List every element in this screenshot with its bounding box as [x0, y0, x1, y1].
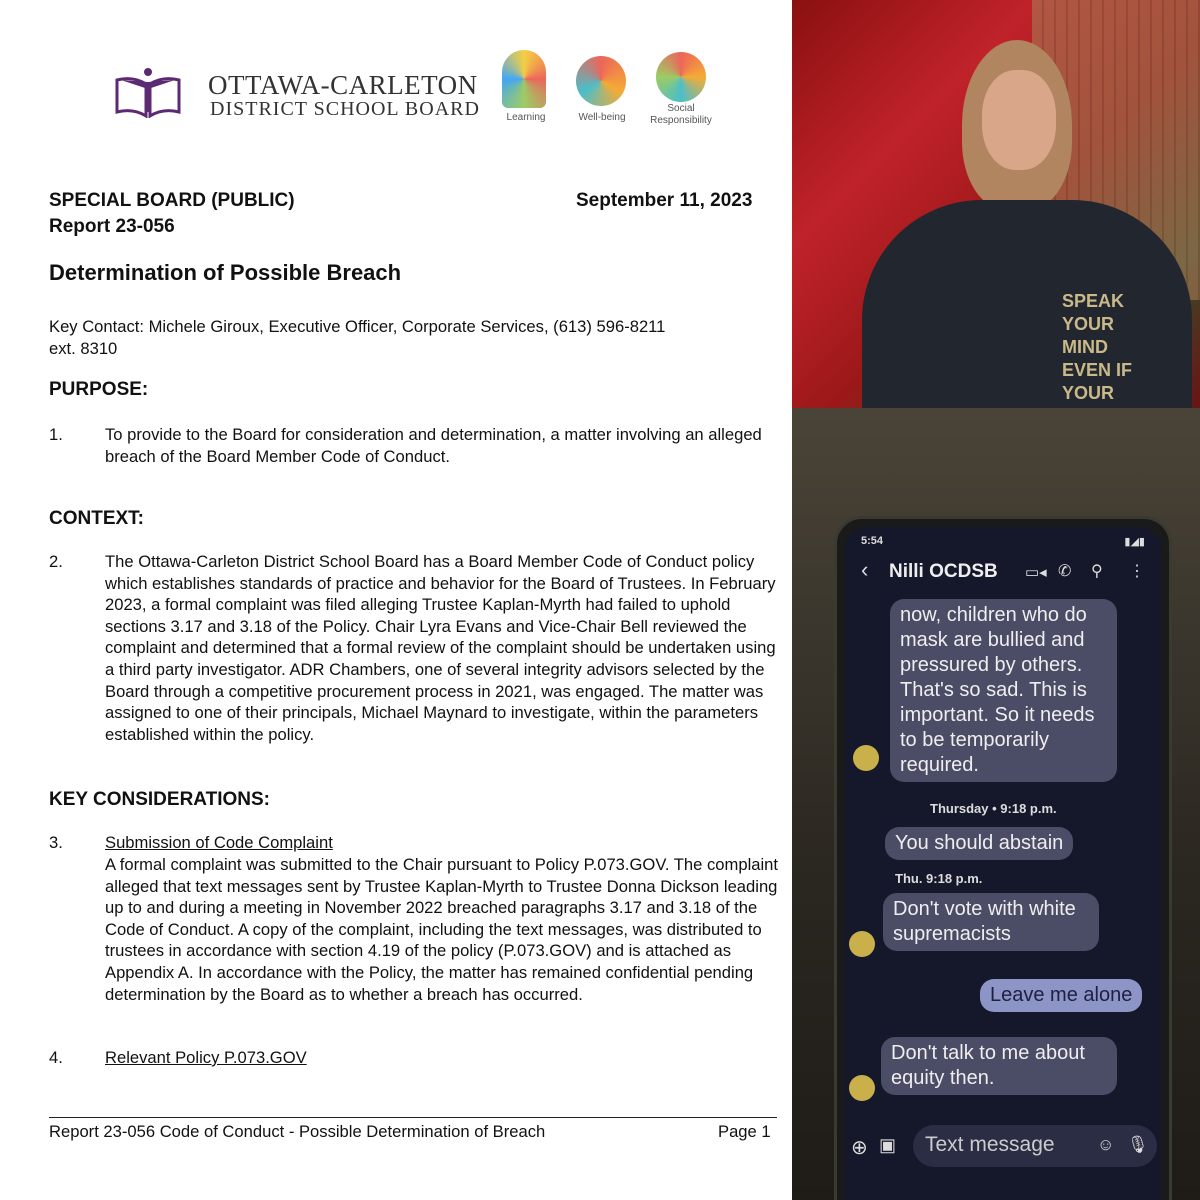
add-icon[interactable]: ⊕ — [851, 1137, 868, 1159]
shirt-text: MIND — [1062, 337, 1108, 357]
item-number: 2. — [49, 552, 63, 571]
phone-call-icon[interactable]: ✆ — [1058, 563, 1072, 580]
ocdsb-book-logo-icon — [113, 66, 183, 118]
org-name-line2: DISTRICT SCHOOL BOARD — [210, 98, 480, 120]
message-input[interactable] — [913, 1125, 1157, 1167]
day-stamp: Thursday • 9:18 p.m. — [930, 801, 1057, 816]
item-number: 4. — [49, 1048, 63, 1067]
emoji-icon[interactable]: ☺ — [1097, 1135, 1115, 1154]
shirt-text: YOUR — [1062, 314, 1115, 334]
report-title: Determination of Possible Breach — [49, 260, 402, 285]
org-name-line1: OTTAWA-CARLETON — [208, 70, 478, 100]
sweatshirt — [862, 200, 1192, 408]
learning-label: Learning — [506, 112, 546, 123]
social-responsibility-icon — [656, 52, 706, 102]
social-label: Social — [667, 103, 695, 114]
battery-signal-icon: ▮◢▮ — [1124, 536, 1145, 548]
report-number: Report 23-056 — [49, 216, 175, 237]
phone — [834, 516, 1172, 1200]
gallery-icon[interactable]: ▣ — [879, 1135, 897, 1155]
responsibility-label: Responsibility — [650, 115, 712, 126]
page-number: Page 1 — [718, 1122, 771, 1141]
purpose-heading: PURPOSE: — [49, 379, 149, 400]
wellbeing-label: Well-being — [578, 112, 626, 123]
back-icon[interactable]: ‹ — [861, 557, 869, 582]
contact-name[interactable]: Nilli OCDSB — [889, 561, 998, 582]
more-icon[interactable]: ⋮ — [1129, 563, 1145, 580]
context-heading: CONTEXT: — [49, 508, 144, 529]
messages-screen — [845, 527, 1161, 1200]
shirt-print — [1062, 290, 1132, 405]
message-bubble[interactable]: Don't talk to me about equity then. — [881, 1037, 1117, 1095]
learning-icon — [502, 50, 546, 108]
shirt-text: EVEN IF — [1062, 360, 1133, 380]
item-number: 1. — [49, 425, 63, 444]
context-text: The Ottawa-Carleton District School Board has a Board Member Code of Conduct policy which establishes standards of practice and behavior for the Board of Trustees. In February 2023, a formal complaint was filed alleging Trustee Kaplan-Myrth had failed to uphold sections 3.17 and 3.18 of the Policy. Chair Lyra Evans and Vice-Chair Bell reviewed the complaint and determined that a formal review of the complaint should be undertaken using a third party investigator. ADR Chambers, one of several integrity advisors selected by the Board through a competitive procurement process in 2021, was engaged. The matter was assigned to one of their principals, Michael Maynard to investigate, within the parameters established within the policy. — [105, 552, 776, 744]
message-bubble-outgoing[interactable]: Leave me alone — [980, 979, 1142, 1012]
phone-photo — [792, 408, 1200, 1200]
footer-text: Report 23-056 Code of Conduct - Possible Determination of Breach — [49, 1122, 546, 1141]
microphone-icon[interactable]: 🎙 — [1127, 1135, 1149, 1154]
face — [982, 70, 1056, 170]
video-call-icon[interactable]: ▭◂ — [1025, 564, 1047, 581]
message-bubble[interactable]: now, children who do mask are bullied and pressured by others. That's so sad. This is important. So it needs to be temporarily required. — [890, 599, 1117, 782]
item4-title: Relevant Policy P.073.GOV — [105, 1048, 307, 1067]
trustee-photo — [792, 0, 1200, 408]
message-placeholder: Text message — [925, 1133, 1055, 1156]
message-bubble[interactable]: Don't vote with white supremacists — [883, 893, 1099, 951]
report-date: September 11, 2023 — [576, 190, 753, 211]
item3-text: A formal complaint was submitted to the Chair pursuant to Policy P.073.GOV. The complaint alleged that text messages sent by Trustee Kaplan-Myrth to Trustee Donna Dickson leading up to and during a meeting in November 2022 breached paragraphs 3.17 and 3.18 of the Code of Conduct. A copy of the complaint, including the text messages, was distributed to trustees in accordance with section 4.19 of the policy (P.073.GOV) and is attached as Appendix A. In accordance with the Policy, the matter has remained confidential pending determination by the Board as to whether a breach has occurred. — [105, 855, 779, 1004]
message-bubble[interactable]: You should abstain — [885, 827, 1073, 860]
key-considerations-heading: KEY CONSIDERATIONS: — [49, 789, 270, 810]
board-type: SPECIAL BOARD (PUBLIC) — [49, 190, 295, 211]
avatar — [849, 1075, 875, 1101]
avatar — [849, 931, 875, 957]
key-contact-ext: ext. 8310 — [49, 339, 118, 358]
key-contact: Key Contact: Michele Giroux, Executive Officer, Corporate Services, (613) 596-8211 — [49, 317, 666, 336]
purpose-text: To provide to the Board for consideration and determination, a matter involving an alleged breach of the Board Member Code of Conduct. — [105, 425, 762, 466]
wellbeing-heart-icon — [576, 56, 626, 106]
avatar — [853, 745, 879, 771]
shirt-text: SPEAK — [1062, 291, 1125, 311]
search-icon[interactable]: ⚲ — [1091, 563, 1103, 580]
shirt-text: YOUR — [1062, 383, 1115, 403]
status-time: 5:54 — [861, 535, 884, 547]
footer-divider — [49, 1117, 777, 1118]
item-number: 3. — [49, 833, 63, 852]
item3-title: Submission of Code Complaint — [105, 833, 333, 852]
time-stamp: Thu. 9:18 p.m. — [895, 871, 983, 886]
